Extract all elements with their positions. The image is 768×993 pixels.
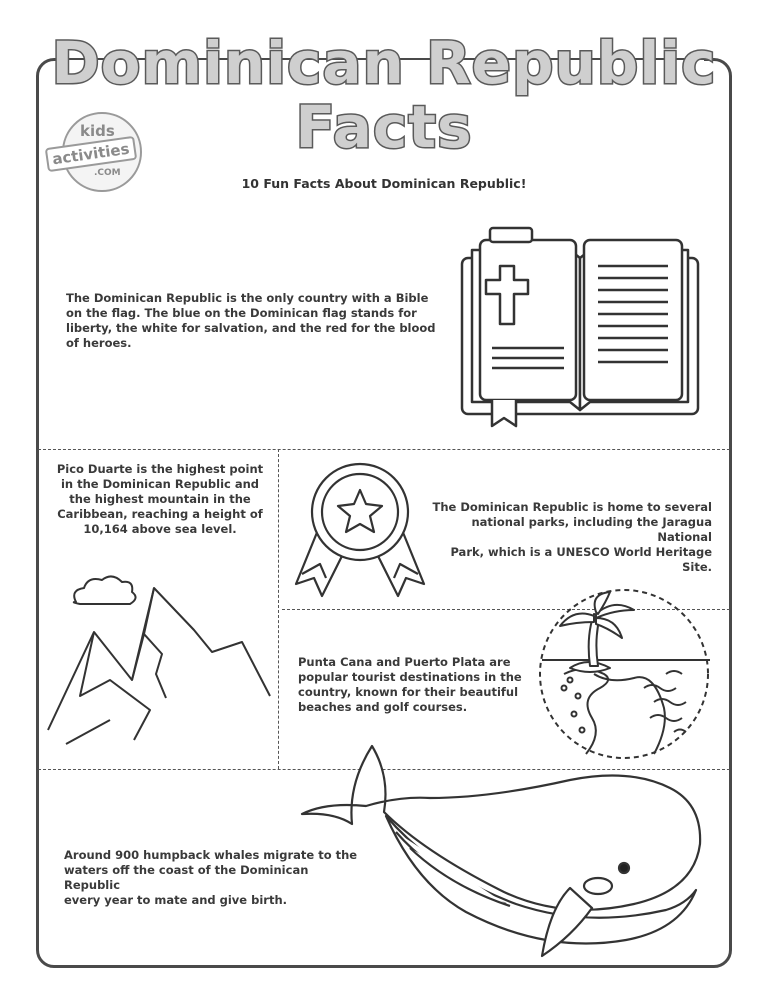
page-title-line-1: Dominican Republic — [51, 29, 717, 97]
fact-line: national parks, including the Jaragua National — [471, 515, 712, 544]
logo-kids-text: kids — [80, 122, 115, 140]
cloud-icon — [74, 576, 136, 604]
fact-line: 10,164 above sea level. — [83, 522, 237, 536]
fact-line: the highest mountain in the — [69, 492, 251, 506]
page-subtitle: 10 Fun Facts About Dominican Republic! — [241, 176, 527, 191]
fact-line: Around 900 humpback whales migrate to the — [64, 848, 358, 862]
fact-bible-text — [66, 291, 466, 351]
whale-icon — [300, 744, 720, 958]
logo-com-text: .COM — [94, 168, 121, 178]
fact-line: popular tourist destinations in the — [298, 670, 522, 684]
fact-line: beaches and golf courses. — [298, 700, 468, 714]
award-medal-icon — [290, 460, 430, 600]
fact-line: Park, which is a UNESCO World Heritage Site. — [450, 545, 712, 574]
fact-line: on the flag. The blue on the Dominican flag stands for — [66, 306, 417, 320]
fact-national-park-text — [420, 500, 712, 575]
fact-line: Punta Cana and Puerto Plata are — [298, 655, 511, 669]
fact-beaches-text — [298, 655, 528, 715]
fact-mountain-text — [54, 462, 266, 537]
fact-line: The Dominican Republic is home to several — [432, 500, 712, 514]
fact-line: The Dominican Republic is the only country with a Bible — [66, 291, 429, 305]
fact-line: of heroes. — [66, 336, 132, 350]
mountain-icon — [44, 570, 274, 750]
divider-horizontal — [38, 449, 730, 450]
fact-line: waters off the coast of the Dominican Republic — [64, 863, 309, 892]
fact-line: liberty, the white for salvation, and the red for the blood — [66, 321, 436, 335]
fact-line: Pico Duarte is the highest point — [56, 462, 264, 476]
fact-line: in the Dominican Republic and — [60, 477, 260, 491]
beach-palm-icon — [534, 588, 714, 760]
fact-line: country, known for their beautiful — [298, 685, 519, 699]
fact-line: Caribbean, reaching a height of — [57, 507, 263, 521]
page-title-line-2: Facts — [295, 93, 473, 161]
open-bible-icon — [460, 226, 700, 436]
logo-activities-text: activities — [45, 136, 137, 172]
divider-vertical — [278, 449, 279, 769]
fact-line: every year to mate and give birth. — [64, 893, 287, 907]
